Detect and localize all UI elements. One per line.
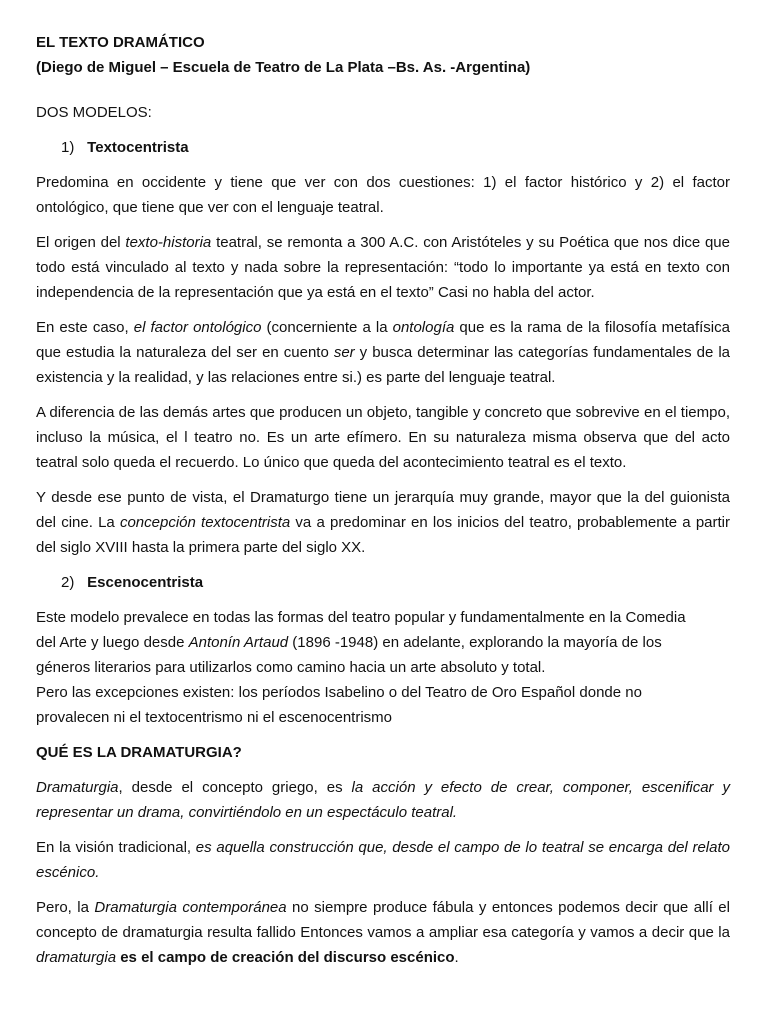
italic-run: ser: [333, 344, 355, 361]
text-line: Pero las excepciones existen: los períodos Isabelino o del Teatro de Oro Español donde no: [36, 684, 642, 701]
italic-run: texto-historia: [125, 234, 212, 251]
paragraph-5: [36, 485, 730, 560]
list-number: 2): [61, 574, 75, 591]
text-line: provalecen ni el textocentrismo ni el escenocentrismo: [36, 709, 393, 726]
text-run: Pero, la: [36, 899, 95, 916]
text-run: teatral, se remonta a 300 A.C. con Aristóteles y su Poética que nos dice que todo está vinculado al texto y nada sobre la representación: “todo lo importante ya está en texto con independencia de la representación que ya está en el texto” Casi no habla del actor.: [36, 234, 730, 301]
italic-run: ontología: [392, 319, 455, 336]
italic-run: Dramaturgia contemporánea: [94, 899, 287, 916]
paragraph-6: [36, 605, 730, 730]
text-line: géneros literarios para utilizarlos como camino hacia un arte absoluto y total.: [36, 659, 546, 676]
text-run: del Arte y luego desde: [36, 634, 189, 651]
paragraph-3: [36, 315, 730, 390]
italic-run: el factor ontológico: [133, 319, 262, 336]
paragraph-4: A diferencia de las demás artes que producen un objeto, tangible y concreto que sobrevive en el tiempo, incluso la música, el l teatro no. Es un arte efímero. En su naturaleza misma observa que del acto teatral solo queda el recuerdo. Lo único que queda del acontecimiento teatral es el texto.: [36, 404, 730, 471]
models-heading: DOS MODELOS:: [36, 104, 152, 121]
list-number: 1): [61, 139, 75, 156]
paragraph-7: [36, 775, 730, 825]
text-run: (concerniente a la: [261, 319, 393, 336]
section-heading: QUÉ ES LA DRAMATURGIA?: [36, 744, 242, 761]
text-run: no siempre produce fábula y entonces podemos decir que allí el concepto de dramaturgia resulta fallido Entonces vamos a ampliar esa categoría y vamos a decir que la: [36, 899, 730, 941]
italic-run: la acción y efecto de crear, componer, escenificar y representar un drama, convirtiéndolo en un espectáculo teatral.: [36, 779, 730, 821]
document-page: [36, 30, 730, 980]
text-run: va a predominar en los inicios del teatro, probablemente a partir del siglo XVIII hasta la primera parte del siglo XX.: [36, 514, 730, 556]
list-label: Textocentrista: [87, 139, 189, 156]
text-run: En este caso,: [36, 319, 134, 336]
text-run: Y desde ese punto de vista, el Dramaturgo tiene un jerarquía muy grande, mayor que la del guionista del cine. La: [36, 489, 730, 531]
text-run: y busca determinar las categorías fundamentales de la existencia y la realidad, y las relaciones entre si.) es parte del lenguaje teatral.: [36, 344, 730, 386]
bold-run: es el campo de creación del discurso escénico: [116, 949, 455, 966]
text-line: [36, 630, 730, 655]
paragraph-1: Predomina en occidente y tiene que ver con dos cuestiones: 1) el factor histórico y 2) el factor ontológico, que tiene que ver con el lenguaje teatral.: [36, 174, 730, 216]
italic-run: dramaturgia: [36, 949, 117, 966]
document-subtitle: (Diego de Miguel – Escuela de Teatro de La Plata –Bs. As. -Argentina): [36, 59, 531, 76]
text-run: El origen del: [36, 234, 126, 251]
list-label: Escenocentrista: [87, 574, 204, 591]
document-title: EL TEXTO DRAMÁTICO: [36, 34, 205, 51]
text-run: En la visión tradicional,: [36, 839, 196, 856]
text-run: (1896 -1948) en adelante, explorando la mayoría de los: [288, 634, 662, 651]
text-run: que es la rama de la filosofía metafísica que estudia la naturaleza del ser en cuento: [36, 319, 730, 361]
list-item-escenocentrista: [61, 570, 730, 595]
italic-run: Dramaturgia: [36, 779, 119, 796]
text-run: .: [454, 949, 459, 966]
italic-run: es aquella construcción que, desde el campo de lo teatral se encarga del relato escénico.: [36, 839, 730, 881]
paragraph-8: [36, 835, 730, 885]
text-run: , desde el concepto griego, es: [118, 779, 352, 796]
paragraph-9: [36, 895, 730, 970]
paragraph-2: [36, 230, 730, 305]
text-line: Este modelo prevalece en todas las formas del teatro popular y fundamentalmente en la Comedia: [36, 609, 686, 626]
italic-run: concepción textocentrista: [119, 514, 291, 531]
list-item-textocentrista: [61, 135, 730, 160]
italic-run: Antonín Artaud: [188, 634, 289, 651]
